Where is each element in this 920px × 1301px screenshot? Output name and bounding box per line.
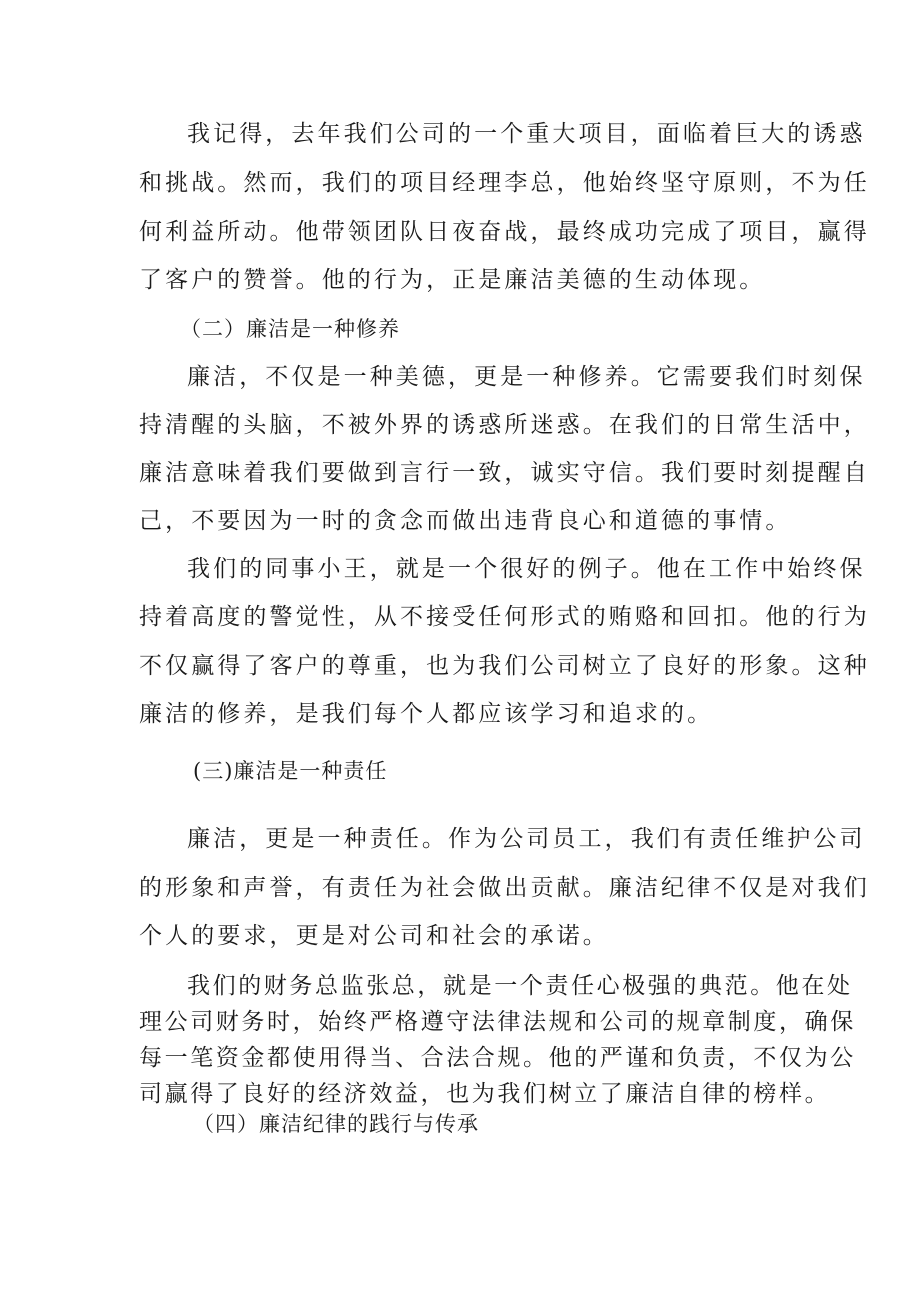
paragraph-line: 了客户的赞誉。他的行为，正是廉洁美德的生动体现。 — [139, 267, 766, 293]
paragraph-line: 的形象和声誉，有责任为社会做出贡献。廉洁纪律不仅是对我们 — [139, 875, 870, 901]
paragraph-line: 持清醒的头脑，不被外界的诱惑所迷惑。在我们的日常生活中， — [139, 412, 870, 438]
paragraph-line: 己，不要因为一时的贪念而做出违背良心和道德的事情。 — [139, 508, 792, 534]
paragraph-line: 和挑战。然而，我们的项目经理李总，他始终坚守原则，不为任 — [139, 170, 870, 196]
paragraph-line: 理公司财务时，始终严格遵守法律法规和公司的规章制度，确保 — [139, 1009, 856, 1035]
section-heading-responsibility: (三)廉洁是一种责任 — [193, 759, 388, 783]
paragraph-line: 不仅赢得了客户的尊重，也为我们公司树立了良好的形象。这种 — [139, 653, 870, 679]
paragraph-line: 我记得，去年我们公司的一个重大项目，面临着巨大的诱惑 — [187, 121, 866, 147]
paragraph-line: 廉洁的修养，是我们每个人都应该学习和追求的。 — [139, 701, 714, 727]
paragraph-line: 司赢得了良好的经济效益，也为我们树立了廉洁自律的榜样。 — [139, 1081, 831, 1107]
paragraph-line: 持着高度的警觉性，从不接受任何形式的贿赂和回扣。他的行为 — [139, 604, 870, 630]
section-heading-practice: （四）廉洁纪律的践行与传承 — [193, 1112, 479, 1136]
paragraph-line: 个人的要求，更是对公司和社会的承诺。 — [139, 923, 609, 949]
paragraph-line: 我们的财务总监张总，就是一个责任心极强的典范。他在处 — [187, 973, 853, 999]
paragraph-line: 廉洁意味着我们要做到言行一致，诚实守信。我们要时刻提醒自 — [139, 460, 870, 486]
section-heading-cultivation: （二）廉洁是一种修养 — [180, 317, 400, 341]
paragraph-line: 每一笔资金都使用得当、合法合规。他的严谨和负责，不仅为公 — [139, 1045, 856, 1071]
paragraph-line: 廉洁，不仅是一种美德，更是一种修养。它需要我们时刻保 — [187, 364, 866, 390]
paragraph-line: 何利益所动。他带领团队日夜奋战，最终成功完成了项目，赢得 — [139, 219, 870, 245]
paragraph-line: 廉洁，更是一种责任。作为公司员工，我们有责任维护公司 — [187, 826, 866, 852]
paragraph-line: 我们的同事小王，就是一个很好的例子。他在工作中始终保 — [187, 556, 866, 582]
